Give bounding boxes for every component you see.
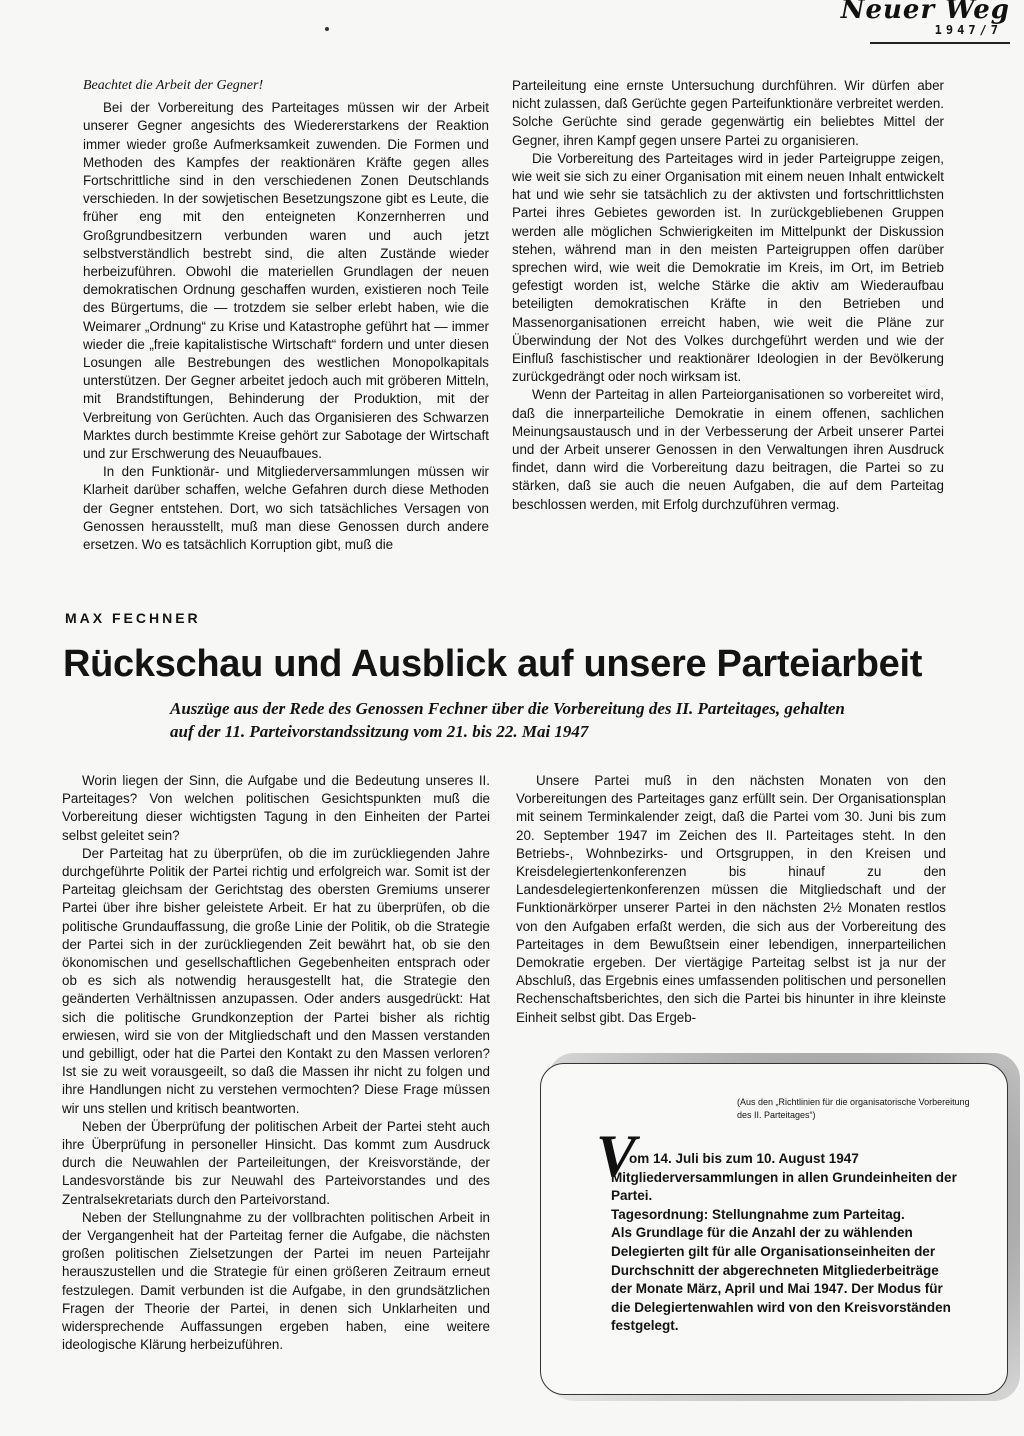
box-line: Tagesordnung: Stellungnahme zum Parteitag. [611, 1206, 905, 1222]
top-right-column [512, 77, 944, 514]
paragraph: In den Funktionär- und Mitgliederversammlungen müssen wir Klarheit darüber schaffen, welche Gefahren durch diese Methoden der Gegner entstehen. Dort, wo sich tatsächliches Versagen von Genossen herausstellt, muß man diese Genossen durch andere ersetzen. Wo es tatsächlich Korruption gibt, muß die [83, 464, 489, 553]
notice-box [540, 1063, 1008, 1395]
article-headline: Rückschau und Ausblick auf unsere Parteiarbeit [63, 643, 923, 685]
box-line: om 14. Juli bis zum 10. August 1947 Mitgliederversammlungen in allen Grundeinheiten der Partei. [611, 1151, 957, 1204]
paragraph: Die Vorbereitung des Parteitages wird in jeder Parteigruppe zeigen, wie weit sie sich zu einer Organisation mit einem neuen Inhalt entwickelt hat und wie sehr sie tatsächlich zu der aktivsten und fortschrittlichsten Partei ihres Gebietes geworden ist. In zurückgebliebenen Gruppen werden alle möglichen Schwierigkeiten im Mittelpunkt der Diskussion stehen, während man in den meisten Parteigruppen offen darüber sprechen wird, wie weit die Demokratie im Kreis, im Ort, im Betrieb gefestigt worden ist, welche Stärke die aktiv am Wiederaufbau beteiligten demokratischen Kräfte in den Betrieben und Massenorganisationen erreicht haben, wie weit die Pläne zur Überwindung der Not des Volkes durchgeführt werden und wie der Einfluß faschistischer und reaktionärer Ideologien in der Bevölkerung zurückgedrängt oder noch wirksam ist. [512, 150, 944, 385]
box-line: Als Grundlage für die Anzahl der zu wählenden Delegierten gilt für alle Organisationseinheiten der Durchschnitt der abgerechneten Mitgliederbeiträge der Monate März, April und Mai 1947. Der Modus für die Delegiertenwahlen wird von den Kreisvorständen festgelegt. [611, 1225, 951, 1334]
paragraph: Unsere Partei muß in den nächsten Monaten von den Vorbereitungen des Parteitages ganz erfüllt sein. Der Organisationsplan mit seinem Terminkalender zeigt, daß die Partei vom 30. Juni bis zum 20. September 1947 im Zeichen des II. Parteitages steht. In den Betriebs-, Wohnbezirks- und Ortsgruppen, in den Kreisen und Kreisdelegiertenkonferenzen bis hinauf zu den Landesdelegiertenkonferenzen müssen die Mitgliedschaft und der Funktionärkörper unserer Partei in den nächsten 2½ Monaten restlos von den Aufgaben erfaßt werden, die sich aus der Vorbereitung des Parteitages in dem Bewußtsein einer lebendigen, innerparteilichen Demokratie ergeben. Der viertägige Parteitag selbst ist ja nur der Abschluß, das Ergebnis eines umfassenden politischen und personellen Rechenschaftsberichtes, den sich die Partei bis hinunter in ihre kleinste Einheit selbst gibt. Das Ergeb- [516, 773, 946, 1025]
paragraph: Neben der Überprüfung der politischen Arbeit der Partei steht auch ihre Überprüfung in personeller Hinsicht. Das kommt zum Ausdruck durch die Neuwahlen der Parteileitungen, der Kreisvorstände, der Landesvorstände bis zur Neuwahl des Parteivorstandes und des Zentralsekretariats durch den Parteivorstand. [62, 1118, 490, 1207]
masthead-logo: Neuer Weg [840, 0, 1010, 25]
paragraph: Bei der Vorbereitung des Parteitages müssen wir der Arbeit unserer Gegner angesichts des Wiedererstarkens der Reaktion immer wieder große Aufmerksamkeit zuwenden. Die Formen und Methoden des Kampfes der reaktionären Kräfte gegen alles Fortschrittliche sind in den verschiedenen Zonen Deutschlands verschieden. In der sowjetischen Besetzungszone gibt es Leute, die früher eng mit den enteigneten Konzernherren und Großgrundbesitzern verbunden waren und auch jetzt selbstverständlich bestrebt sind, die alten Zustände wieder herbeizuführen. Obwohl die materiellen Grundlagen der neuen demokratischen Ordnung geschaffen wurden, existieren noch Teile des Bürgertums, die — trotzdem sie selber erlebt haben, wie die Weimarer „Ordnung“ zu Krise und Katastrophe geführt hat — immer wieder die „freie kapitalistische Wirtschaft“ fordern und unter diesen Losungen alle Bestrebungen des westlichen Monopolkapitals unterstützen. Der Gegner arbeitet jedoch auch mit gröberen Mitteln, mit Brandstiftungen, Behinderung der Produktion, mit der Verbreitung von Gerüchten. Auch das Organisieren des Schwarzen Marktes durch bestimmte Kreise gehört zur Sabotage der Wirtschaft und zur Erschwerung des Neuaufbaues. [83, 100, 489, 462]
bottom-left-column [62, 772, 490, 1355]
issue-number: 1947/7 [934, 23, 1002, 37]
print-speck [325, 27, 329, 31]
header-rule [870, 42, 1010, 44]
paragraph: Worin liegen der Sinn, die Aufgabe und die Bedeutung unseres II. Parteitages? Von welchen politischen Gesichtspunkten muß die Vorbereitung dieser wichtigsten Tagung in den Einheiten der Partei selbst geleitet sein? [62, 773, 490, 843]
subheading: Beachtet die Arbeit der Gegner! [83, 78, 264, 93]
top-left-column [83, 77, 489, 554]
paragraph: Der Parteitag hat zu überprüfen, ob die im zurückliegenden Jahre durchgeführte Politik der Partei richtig und erfolgreich war. Somit ist der Parteitag gleichsam der Gerichtstag des obersten Gremiums unserer Partei über ihre bisher geleistete Arbeit. Er hat zu überprüfen, ob die politische Grundauffassung, die große Linie der Politik, ob die Strategie der Partei sich in der zurückliegenden Zeit bewährt hat, ob sie den ökonomischen und gesellschaftlichen Gegebenheiten entsprach oder ob es sich als notwendig herausgestellt hat, die Strategie den geänderten Verhältnissen anzupassen. Oder anders ausgedrückt: Hat sich die politische Grundkonzeption der Partei bisher als richtig erwiesen, wird sie von der Mitgliedschaft und den Massen verstanden und gebilligt, oder hat die Partei den Kontakt zu den Massen verloren? Ist sie zu weit vorausgeeilt, so daß die Massen ihr nicht zu folgen und ihre Handlungen nicht zu verstehen vermochten? Diese Frage müssen wir uns stellen und kritisch beantworten. [62, 845, 490, 1116]
paragraph: Wenn der Parteitag in allen Parteiorganisationen so vorbereitet wird, daß die innerparteiliche Demokratie in einem offenen, sachlichen Meinungsaustausch und in der Verbesserung der Arbeit unserer Partei und der Arbeit unserer Genossen in den Verwaltungen ihren Ausdruck findet, dann wird die Vorbereitung dazu beitragen, die Partei so zu stärken, daß sie auch die neuen Aufgaben, die auf dem Parteitag beschlossen werden, mit Erfolg durchzuführen vermag. [512, 387, 944, 512]
box-source-note: (Aus den „Richtlinien für die organisatorische Vorbereitung des II. Parteitages“) [737, 1097, 970, 1120]
paragraph: Neben der Stellungnahme zu der vollbrachten politischen Arbeit in der Vergangenheit hat der Parteitag ferner die Aufgabe, die nächsten großen politischen Zielsetzungen der Partei im neuen Parteijahr herauszustellen und die Strategie für einen größeren Zeitraum erneut festzulegen. Damit verbunden ist die Aufgabe, in den grundsätzlichen Fragen der Theorie der Partei, in denen sich Unklarheiten und widersprechende Auffassungen ergeben haben, eine weitere ideologische Klärung herbeizuführen. [62, 1209, 490, 1353]
article-author: MAX FECHNER [65, 610, 201, 626]
paragraph: Parteileitung eine ernste Untersuchung durchführen. Wir dürfen aber nicht zulassen, daß Gerüchte gegen Parteifunktionäre verbreitet werden. Solche Gerüchte sind gerade gegenwärtig ein beliebtes Mittel der Gegner, ihren Kampf gegen unsere Partei zu organisieren. [512, 78, 944, 148]
article-subtitle: Auszüge aus der Rede des Genossen Fechner über die Vorbereitung des II. Parteitages, gehalten auf der 11. Parteivorstandssitzung vom 21. bis 22. Mai 1947 [170, 699, 845, 741]
bottom-right-column [516, 772, 946, 1027]
drop-cap: V [596, 1123, 637, 1189]
box-text [611, 1150, 961, 1336]
